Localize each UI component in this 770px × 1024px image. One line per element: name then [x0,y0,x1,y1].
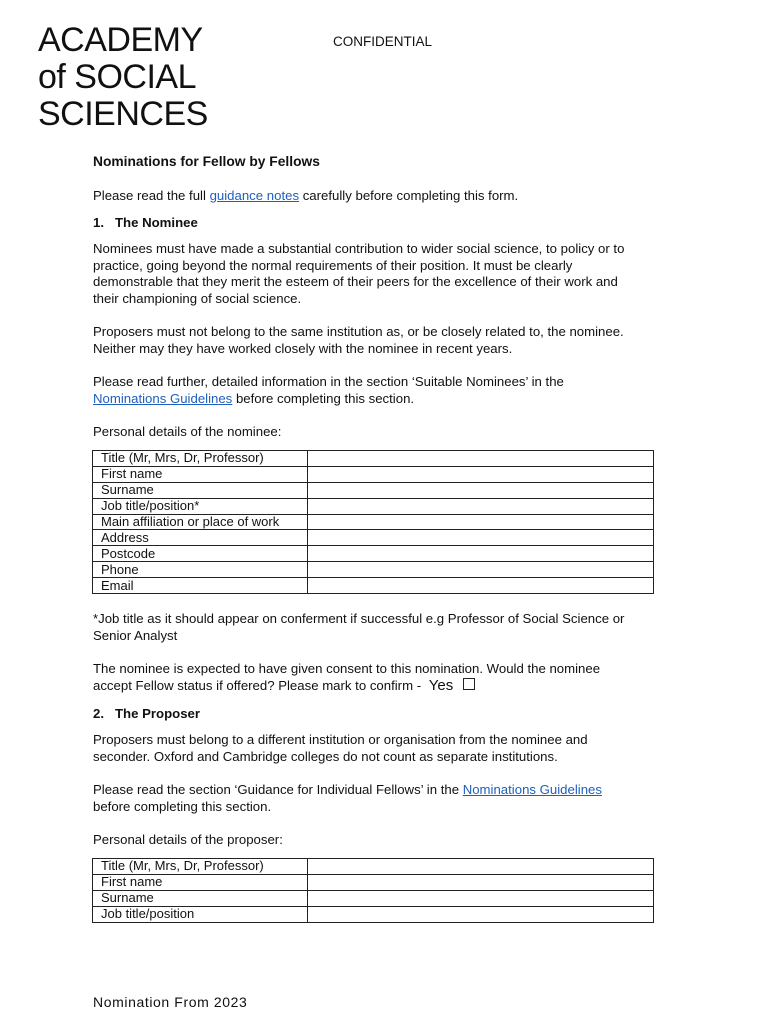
para-line: seconder. Oxford and Cambridge colleges do not count as separate institutions. [93,748,558,764]
para-line: Senior Analyst [93,627,178,643]
para-line: *Job title as it should appear on conferment if successful e.g Professor of Social Science or [93,611,625,626]
field-label-phone: Phone [93,562,308,578]
proposer-input-title[interactable] [308,859,654,875]
table-row [93,859,654,875]
para-line: before completing this section. [93,798,272,814]
para-text: before completing this section. [232,390,415,406]
table-row [93,890,654,906]
para-line: their championing of social science. [93,290,302,306]
confidential-label: CONFIDENTIAL [333,34,433,49]
field-input-first-name[interactable] [308,466,654,482]
table-row [93,562,654,578]
field-input-address[interactable] [308,530,654,546]
field-label-job-title: Job title/position* [93,498,308,514]
proposer-input-surname[interactable] [308,890,654,906]
logo-line-2: of SOCIAL [38,58,197,96]
table-row [93,466,654,482]
proposer-table-caption: Personal details of the proposer: [93,832,283,847]
para-line: The nominee is expected to have given consent to this nomination. Would the nominee [93,661,601,676]
field-input-affiliation[interactable] [308,514,654,530]
field-input-job-title[interactable] [308,498,654,514]
field-label-email: Email [93,578,308,594]
para-line: Proposers must not belong to the same institution as, or be closely related to, the nominee. [93,324,624,339]
proposer-label-first-name: First name [93,874,308,890]
para-line: practice, going beyond the normal requirements of their position. It must be clearly [93,257,573,273]
logo-line-3: SCIENCES [38,95,208,133]
table-row [93,451,654,467]
consent-paragraph [93,661,600,694]
academy-logo [38,22,208,133]
logo-line-1: ACADEMY [38,21,203,59]
nominee-details-table [92,450,654,594]
field-label-surname: Surname [93,482,308,498]
section-2-para-1 [93,732,588,765]
para-line: Neither may they have worked closely with the nominee in recent years. [93,340,513,356]
proposer-input-first-name[interactable] [308,874,654,890]
table-row [93,578,654,594]
proposer-label-title: Title (Mr, Mrs, Dr, Professor) [93,859,308,875]
field-label-title: Title (Mr, Mrs, Dr, Professor) [93,451,308,467]
section-1-para-3 [93,374,564,407]
para-text: Please read the section ‘Guidance for Individual Fellows’ in the [93,782,463,797]
consent-yes-label: Yes [428,676,454,694]
field-label-affiliation: Main affiliation or place of work [93,514,308,530]
table-row [93,530,654,546]
table-row [93,546,654,562]
section-2-para-2 [93,782,602,815]
table-row [93,498,654,514]
proposer-label-surname: Surname [93,890,308,906]
table-row [93,514,654,530]
field-input-surname[interactable] [308,482,654,498]
para-line: Proposers must belong to a different institution or organisation from the nominee and [93,732,588,747]
field-input-email[interactable] [308,578,654,594]
table-row [93,874,654,890]
proposer-label-job-title: Job title/position [93,906,308,922]
guidance-notes-link[interactable]: guidance notes [209,188,300,203]
nominee-table-caption: Personal details of the nominee: [93,424,282,439]
para-text: accept Fellow status if offered? Please mark to confirm - [93,677,425,693]
field-input-phone[interactable] [308,562,654,578]
section-1-para-2 [93,324,624,357]
field-label-first-name: First name [93,466,308,482]
table-row [93,482,654,498]
job-title-footnote [93,611,624,644]
consent-checkbox[interactable] [463,678,475,690]
proposer-input-job-title[interactable] [308,906,654,922]
page-footer: Nomination From 2023 [93,994,248,1010]
intro-text-before: Please read the full [93,188,210,203]
section-2-heading: 2. The Proposer [93,706,200,721]
section-1-heading: 1. The Nominee [93,215,198,230]
section-1-para-1 [93,241,624,307]
field-label-postcode: Postcode [93,546,308,562]
intro-text-after: carefully before completing this form. [299,188,519,203]
field-input-title[interactable] [308,451,654,467]
field-label-address: Address [93,530,308,546]
nominations-guidelines-link-2[interactable]: Nominations Guidelines [462,782,602,797]
para-line: Please read further, detailed information in the section ‘Suitable Nominees’ in the [93,374,564,389]
intro-paragraph [93,188,518,205]
para-line: demonstrable that they merit the esteem of their peers for the excellence of their work and [93,274,618,290]
para-line: Nominees must have made a substantial contribution to wider social science, to policy or to [93,241,625,256]
table-row [93,906,654,922]
proposer-details-table [92,858,654,923]
page-title: Nominations for Fellow by Fellows [93,154,320,169]
nominations-guidelines-link[interactable]: Nominations Guidelines [93,390,233,406]
field-input-postcode[interactable] [308,546,654,562]
